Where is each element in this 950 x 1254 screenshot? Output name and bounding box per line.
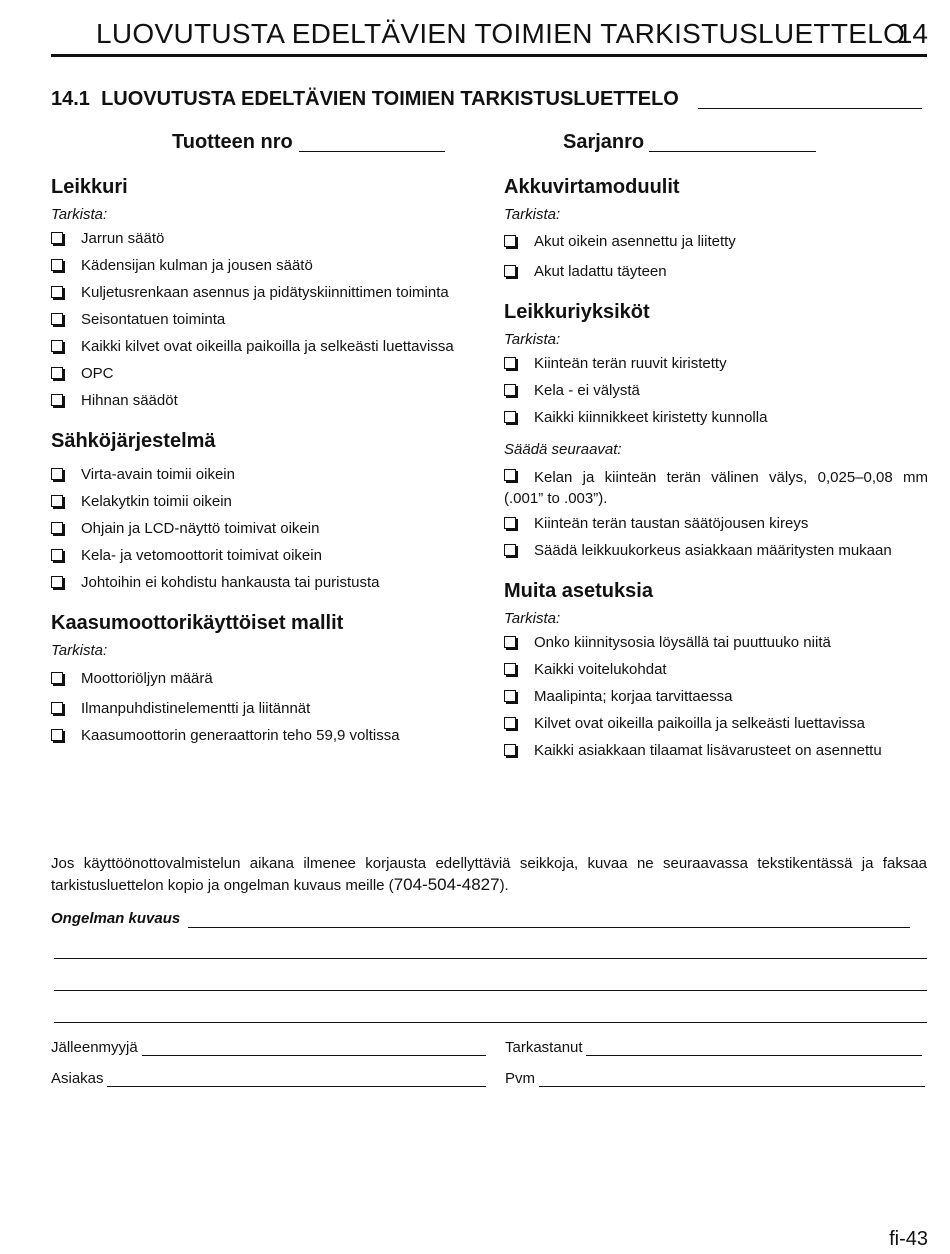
checkbox-icon[interactable] bbox=[51, 232, 63, 244]
mower-title: Leikkuri bbox=[51, 176, 128, 198]
checklist-item[interactable]: Virta-avain toimii oikein bbox=[51, 466, 471, 484]
product-number-label: Tuotteen nro bbox=[172, 131, 293, 153]
serial-number-field[interactable] bbox=[649, 151, 816, 152]
page-header-title: LUOVUTUSTA EDELTÄVIEN TOIMIEN TARKISTUSLUETTELO bbox=[96, 18, 906, 49]
checkbox-icon[interactable] bbox=[51, 394, 63, 406]
product-number-field[interactable] bbox=[299, 151, 445, 152]
checkbox-icon[interactable] bbox=[51, 522, 63, 534]
checklist-item[interactable]: Kaasumoottorin generaattorin teho 59,9 voltissa bbox=[51, 727, 471, 745]
checklist-item[interactable]: Ilmanpuhdistinelementti ja liitännät bbox=[51, 700, 471, 718]
checkbox-icon[interactable] bbox=[504, 690, 516, 702]
checklist-item[interactable]: Kaikki kilvet ovat oikeilla paikoilla ja selkeästi luettavissa bbox=[51, 338, 471, 356]
date-label: Pvm bbox=[505, 1070, 535, 1087]
section-heading bbox=[51, 88, 679, 111]
customer-field[interactable] bbox=[107, 1086, 486, 1087]
checkbox-icon[interactable] bbox=[504, 544, 516, 556]
section-number: 14.1 bbox=[51, 88, 90, 110]
checklist-item[interactable]: OPC bbox=[51, 365, 471, 383]
checkbox-icon[interactable] bbox=[504, 744, 516, 756]
checkbox-icon[interactable] bbox=[51, 313, 63, 325]
mower-group bbox=[51, 174, 471, 410]
adjust-checklist bbox=[504, 467, 928, 560]
customer-label: Asiakas bbox=[51, 1070, 104, 1087]
checklist-item[interactable]: Kiinteän terän ruuvit kiristetty bbox=[504, 355, 928, 373]
checklist-item[interactable]: Kelakytkin toimii oikein bbox=[51, 493, 471, 511]
battery-group bbox=[504, 174, 928, 281]
battery-title: Akkuvirtamoduulit bbox=[504, 176, 680, 198]
electrical-title: Sähköjärjestelmä bbox=[51, 430, 216, 452]
page-number: fi-43 bbox=[889, 1228, 928, 1250]
other-settings-checklist bbox=[504, 634, 928, 760]
checkbox-icon[interactable] bbox=[51, 549, 63, 561]
checkbox-icon[interactable] bbox=[51, 729, 63, 741]
checklist-item[interactable]: Akut ladattu täyteen bbox=[504, 263, 928, 281]
checklist-item[interactable]: Moottoriöljyn määrä bbox=[51, 670, 471, 688]
check-label: Tarkista: bbox=[51, 642, 108, 659]
battery-checklist bbox=[504, 233, 928, 281]
problem-description-line[interactable] bbox=[54, 1022, 927, 1023]
other-settings-group bbox=[504, 578, 928, 760]
date-field[interactable] bbox=[539, 1086, 925, 1087]
right-column bbox=[504, 174, 928, 760]
fax-number: 704-504-4827 bbox=[393, 875, 500, 894]
checklist-item[interactable]: Kaikki kiinnikkeet kiristetty kunnolla bbox=[504, 409, 928, 427]
electrical-checklist bbox=[51, 466, 471, 592]
cutting-units-group bbox=[504, 299, 928, 560]
checklist-item[interactable]: Kelan ja kiinteän terän välinen välys, 0,025–0,08 mm (.001” to .003”). bbox=[504, 469, 928, 507]
section-fill-line bbox=[698, 108, 922, 109]
checkbox-icon[interactable] bbox=[504, 265, 516, 277]
checklist-item[interactable]: Kuljetusrenkaan asennus ja pidätyskiinnittimen toiminta bbox=[51, 284, 471, 302]
checkbox-icon[interactable] bbox=[504, 411, 516, 423]
cutting-units-checklist bbox=[504, 355, 928, 427]
gas-models-title: Kaasumoottorikäyttöiset mallit bbox=[51, 612, 344, 634]
chapter-number: 14 bbox=[896, 18, 928, 49]
checklist-item[interactable]: Kela- ja vetomoottorit toimivat oikein bbox=[51, 547, 471, 565]
checklist-item[interactable]: Kela - ei välystä bbox=[504, 382, 928, 400]
cutting-units-title: Leikkuriyksiköt bbox=[504, 301, 650, 323]
checklist-item[interactable]: Ohjain ja LCD-näyttö toimivat oikein bbox=[51, 520, 471, 538]
left-column bbox=[51, 174, 471, 745]
checkbox-icon[interactable] bbox=[51, 672, 63, 684]
inspected-by-field[interactable] bbox=[586, 1055, 922, 1056]
check-label: Tarkista: bbox=[504, 206, 561, 223]
checkbox-icon[interactable] bbox=[51, 702, 63, 714]
serial-number-label: Sarjanro bbox=[563, 131, 645, 153]
checkbox-icon[interactable] bbox=[504, 357, 516, 369]
section-title: LUOVUTUSTA EDELTÄVIEN TOIMIEN TARKISTUSLUETTELO bbox=[101, 88, 679, 110]
dealer-field[interactable] bbox=[142, 1055, 486, 1056]
other-settings-title: Muita asetuksia bbox=[504, 580, 653, 602]
checkbox-icon[interactable] bbox=[504, 469, 516, 481]
checkbox-icon[interactable] bbox=[504, 235, 516, 247]
adjust-label: Säädä seuraavat: bbox=[504, 441, 622, 458]
checklist-item[interactable]: Säädä leikkuukorkeus asiakkaan määritysten mukaan bbox=[504, 542, 928, 560]
checklist-item[interactable]: Seisontatuen toiminta bbox=[51, 311, 471, 329]
mower-checklist bbox=[51, 230, 471, 410]
checkbox-icon[interactable] bbox=[504, 663, 516, 675]
check-label: Tarkista: bbox=[504, 331, 561, 348]
inspected-by-label: Tarkastanut bbox=[505, 1039, 583, 1056]
checklist-item[interactable]: Johtoihin ei kohdistu hankausta tai puristusta bbox=[51, 574, 471, 592]
checklist-item[interactable]: Kaikki asiakkaan tilaamat lisävarusteet on asennettu bbox=[504, 742, 928, 760]
problem-description-line[interactable] bbox=[54, 958, 927, 959]
checkbox-icon[interactable] bbox=[51, 576, 63, 588]
checkbox-icon[interactable] bbox=[51, 468, 63, 480]
checkbox-icon[interactable] bbox=[51, 259, 63, 271]
gas-models-checklist bbox=[51, 670, 471, 745]
electrical-group bbox=[51, 428, 471, 592]
dealer-label: Jälleenmyyjä bbox=[51, 1039, 138, 1056]
checkbox-icon[interactable] bbox=[504, 636, 516, 648]
instructions-paragraph: Jos käyttöönottovalmistelun aikana ilmenee korjausta edellyttäviä seikkoja, kuvaa ne seuraavassa tekstikentässä ja faksaa tarkistusluettelon kopio ja ongelman kuvaus meille (704-504-4827). bbox=[51, 855, 927, 894]
checklist-item[interactable]: Maalipinta; korjaa tarvittaessa bbox=[504, 688, 928, 706]
header-rule bbox=[51, 54, 927, 57]
problem-description-label: Ongelman kuvaus bbox=[51, 910, 181, 927]
problem-description-line[interactable] bbox=[188, 927, 910, 928]
checklist-item[interactable]: Onko kiinnitysosia löysällä tai puuttuuko niitä bbox=[504, 634, 928, 652]
checklist-item[interactable]: Kiinteän terän taustan säätöjousen kireys bbox=[504, 515, 928, 533]
problem-description-line[interactable] bbox=[54, 990, 927, 991]
checklist-item[interactable]: Hihnan säädöt bbox=[51, 392, 471, 410]
checklist-item[interactable]: Akut oikein asennettu ja liitetty bbox=[504, 233, 928, 251]
checkbox-icon[interactable] bbox=[51, 495, 63, 507]
checklist-item[interactable]: Kilvet ovat oikeilla paikoilla ja selkeästi luettavissa bbox=[504, 715, 928, 733]
checkbox-icon[interactable] bbox=[51, 340, 63, 352]
checkbox-icon[interactable] bbox=[51, 286, 63, 298]
checklist-item[interactable]: Kädensijan kulman ja jousen säätö bbox=[51, 257, 471, 275]
check-label: Tarkista: bbox=[504, 610, 561, 627]
checklist-item[interactable]: Jarrun säätö bbox=[51, 230, 471, 248]
checkbox-icon[interactable] bbox=[504, 384, 516, 396]
checkbox-icon[interactable] bbox=[504, 717, 516, 729]
check-label: Tarkista: bbox=[51, 206, 108, 223]
checkbox-icon[interactable] bbox=[51, 367, 63, 379]
checklist-item[interactable]: Kaikki voitelukohdat bbox=[504, 661, 928, 679]
gas-models-group bbox=[51, 610, 471, 745]
checkbox-icon[interactable] bbox=[504, 517, 516, 529]
